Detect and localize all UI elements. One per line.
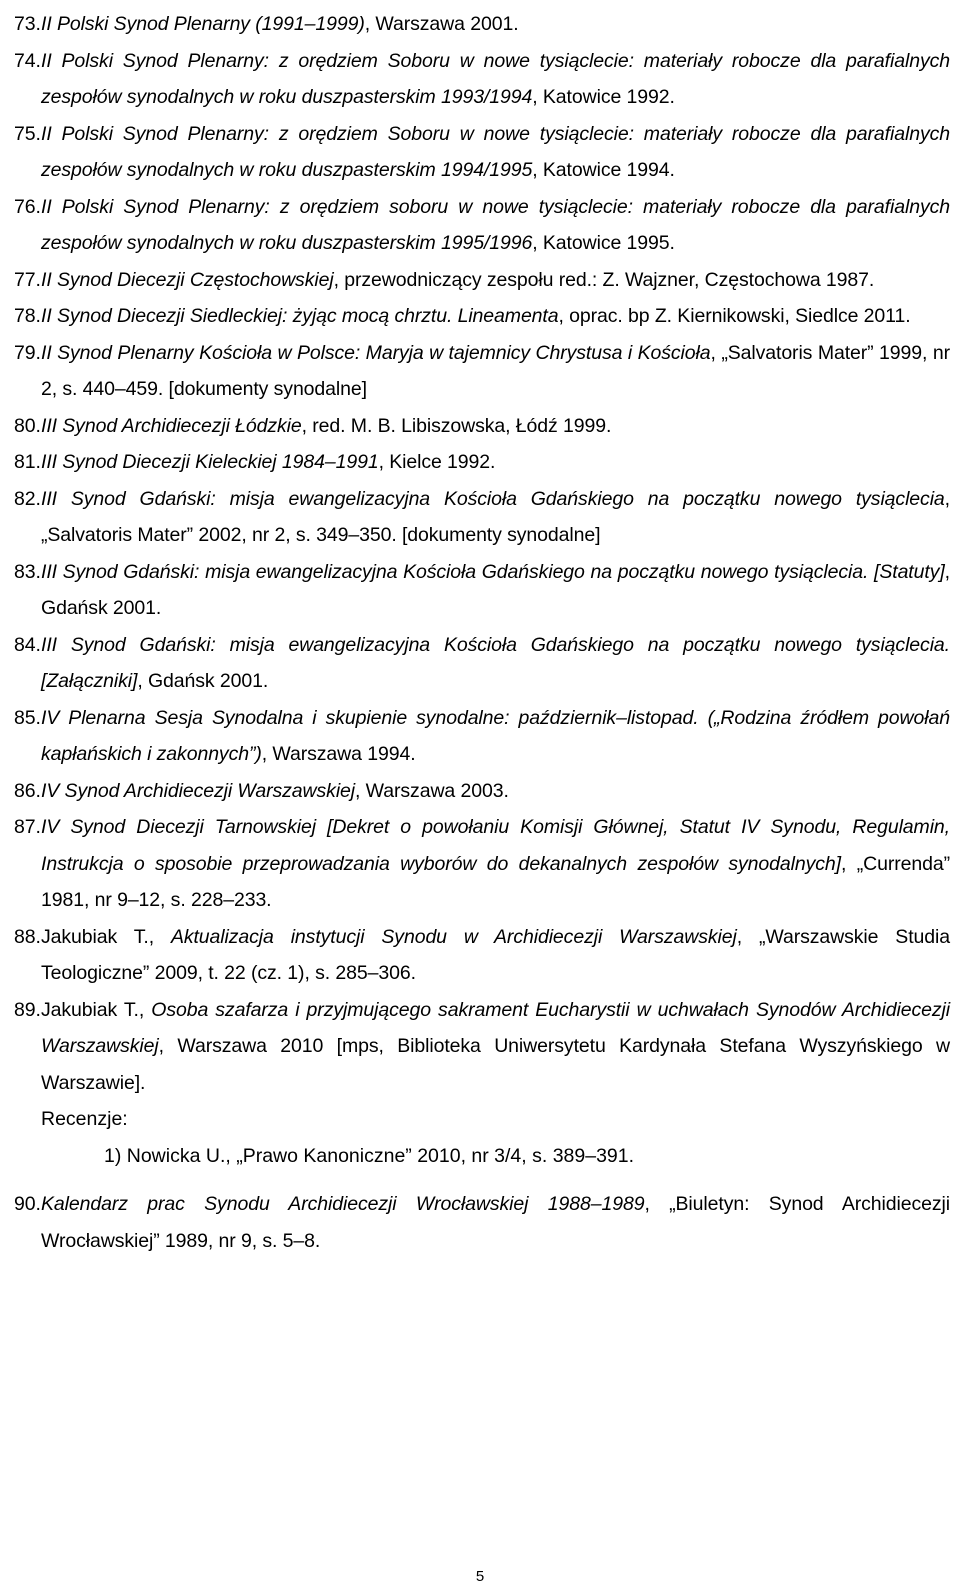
bibliography-entry (14, 554, 950, 627)
entry-text (41, 999, 950, 1094)
entry-number: 78. (14, 305, 41, 327)
entry-title-italic: IV Plenarna Sesja Synodalna i skupienie synodalne: październik–listopad. („Rodzina źródłem powołań kapłańskich i zakonnych”) (41, 706, 950, 765)
bibliography-entry (14, 408, 950, 445)
entry-title-italic: III Synod Archidiecezji Łódzkie (41, 414, 302, 437)
entry-text (41, 305, 911, 327)
entry-text (41, 488, 950, 547)
entry-text (41, 269, 874, 291)
bibliography-entries (14, 6, 950, 1101)
entry-text-plain: , „Warszawskie Studia Teologiczne” 2009, t. 22 (cz. 1), s. 285–306. (41, 925, 950, 984)
review-item: 1) Nowicka U., „Prawo Kanoniczne” 2010, nr 3/4, s. 389–391. (104, 1144, 635, 1167)
entry-title-italic: IV Synod Diecezji Tarnowskiej [Dekret o powołaniu Komisji Głównej, Statut IV Synodu, Regulamin, Instrukcja o sposobie przeprowadzania wyborów do dekanalnych zespołów synodalnych] (41, 816, 950, 875)
entry-title-italic: II Polski Synod Plenarny (1991–1999) (41, 13, 365, 35)
bibliography-entry (14, 481, 950, 554)
entry-text-plain: , przewodniczący zespołu red.: Z. Wajzner, Częstochowa 1987. (333, 268, 875, 291)
entry-text (41, 707, 950, 766)
entry-text-plain: , Gdańsk 2001. (41, 560, 950, 619)
entry-text (41, 196, 950, 255)
bibliography-entry (14, 335, 950, 408)
entry-text (41, 561, 950, 620)
bibliography-entry (14, 627, 950, 700)
entry-text (41, 816, 950, 911)
entry-text-plain: , Kielce 1992. (378, 451, 496, 473)
bibliography-entry (14, 919, 950, 992)
entry-number: 79. (14, 341, 41, 364)
entry-title-italic: III Synod Gdański: misja ewangelizacyjna Kościoła Gdańskiego na początku nowego tysiąclecia. [Załączniki] (41, 633, 950, 692)
bibliography-entry (14, 298, 950, 335)
bibliography-entry (14, 700, 950, 773)
entry-title-italic: II Polski Synod Plenarny: z orędziem soboru w nowe tysiąclecie: materiały robocze dla parafialnych zespołów synodalnych w roku duszpasterskim 1995/1996 (41, 195, 950, 254)
entry-text (41, 123, 950, 182)
bibliography-entry (14, 809, 950, 919)
entry-number: 81. (14, 451, 41, 473)
entry-number: 86. (14, 779, 41, 802)
entry-title-italic: Osoba szafarza i przyjmującego sakrament Eucharystii w uchwałach Synodów Archidiecezji Warszawskiej (41, 998, 950, 1057)
entry-text-plain: , red. M. B. Libiszowska, Łódź 1999. (301, 414, 612, 437)
entry-title-italic: IV Synod Archidiecezji Warszawskiej (41, 779, 356, 802)
entry-text (41, 50, 950, 109)
bibliography-entry (14, 189, 950, 262)
entry-title-italic: Kalendarz prac Synodu Archidiecezji Wrocławskiej 1988–1989 (41, 1193, 645, 1215)
entry-number: 73. (14, 13, 41, 35)
entry-text-plain: , Katowice 1992. (532, 86, 675, 108)
entry-title-italic: II Synod Diecezji Częstochowskiej (41, 268, 334, 291)
entry-text (41, 926, 950, 985)
bibliography-entry (14, 43, 950, 116)
entry-number: 80. (14, 414, 41, 437)
final-entry-container (14, 1186, 950, 1259)
entry-number: 88. (14, 925, 41, 948)
entry-number: 76. (14, 195, 41, 218)
entry-text-plain: , Katowice 1995. (532, 232, 675, 254)
entry-title-italic: III Synod Diecezji Kieleckiej 1984–1991 (41, 451, 379, 473)
entry-text (41, 415, 611, 437)
bibliography-list (14, 6, 950, 1259)
entry-title-italic: II Polski Synod Plenarny: z orędziem Soboru w nowe tysiąclecie: materiały robocze dla parafialnych zespołów synodalnych w roku duszpasterskim 1994/1995 (41, 122, 950, 181)
entry-text (41, 780, 509, 802)
entry-number: 74. (14, 49, 41, 72)
bibliography-entry (14, 262, 950, 299)
entry-text (41, 1193, 950, 1252)
entry-text-plain: , Gdańsk 2001. (137, 670, 269, 692)
entry-number: 82. (14, 487, 41, 510)
entry-title-italic: II Synod Diecezji Siedleckiej: żyjąc mocą chrztu. Lineamenta (41, 305, 559, 327)
bibliography-entry (14, 444, 950, 481)
entry-number: 84. (14, 633, 41, 656)
bibliography-entry (14, 773, 950, 810)
entry-number: 77. (14, 268, 41, 291)
bibliography-entry (14, 992, 950, 1102)
entry-text-plain: , Warszawa 2010 [mps, Biblioteka Uniwersytetu Kardynała Stefana Wyszyńskiego w Warszawie]. (41, 1035, 950, 1094)
entry-number: 75. (14, 122, 41, 145)
entry-number: 83. (14, 560, 41, 583)
entry-title-italic: Aktualizacja instytucji Synodu w Archidiecezji Warszawskiej (170, 925, 737, 948)
entry-text-plain: , Warszawa 2001. (364, 13, 519, 35)
entry-title-italic: II Polski Synod Plenarny: z orędziem Soboru w nowe tysiąclecie: materiały robocze dla parafialnych zespołów synodalnych w roku duszpasterskim 1993/1994 (41, 49, 950, 108)
entry-text-plain: , „Salvatoris Mater” 2002, nr 2, s. 349–350. [dokumenty synodalne] (41, 487, 950, 546)
entry-title-italic: III Synod Gdański: misja ewangelizacyjna Kościoła Gdańskiego na początku nowego tysiąclecia (41, 487, 945, 510)
entry-text-plain: , „Salvatoris Mater” 1999, nr 2, s. 440–459. [dokumenty synodalne] (41, 341, 950, 400)
entry-number: 85. (14, 706, 41, 729)
entry-text (41, 634, 950, 693)
bibliography-entry (14, 1186, 950, 1259)
entry-number: 89. (14, 998, 41, 1021)
entry-number: 90. (14, 1193, 41, 1215)
entry-text-plain: Jakubiak T., (41, 925, 171, 948)
entry-text-plain: , oprac. bp Z. Kiernikowski, Siedlce 2011. (558, 305, 911, 327)
entry-text (41, 13, 519, 35)
entry-text (41, 451, 495, 473)
bibliography-entry (14, 116, 950, 189)
entry-title-italic: II Synod Plenarny Kościoła w Polsce: Maryja w tajemnicy Chrystusa i Kościoła (41, 341, 711, 364)
entry-text-plain: , Warszawa 1994. (261, 743, 416, 765)
entry-text-plain: , „Currenda” 1981, nr 9–12, s. 228–233. (41, 852, 950, 911)
review-heading: Recenzje: (41, 1108, 128, 1130)
bibliography-entry (14, 6, 950, 43)
entry-text-plain: , Katowice 1994. (532, 159, 675, 181)
entry-title-italic: III Synod Gdański: misja ewangelizacyjna Kościoła Gdańskiego na początku nowego tysiąclecia. [Statuty] (41, 560, 945, 583)
page-number: 5 (475, 1568, 485, 1585)
entry-text-plain: Jakubiak T., (41, 998, 152, 1021)
entry-number: 87. (14, 816, 41, 838)
entry-text-plain: , Warszawa 2003. (355, 779, 509, 802)
entry-text-plain: , „Biuletyn: Synod Archidiecezji Wrocławskiej” 1989, nr 9, s. 5–8. (41, 1193, 950, 1252)
entry-text (41, 342, 950, 401)
